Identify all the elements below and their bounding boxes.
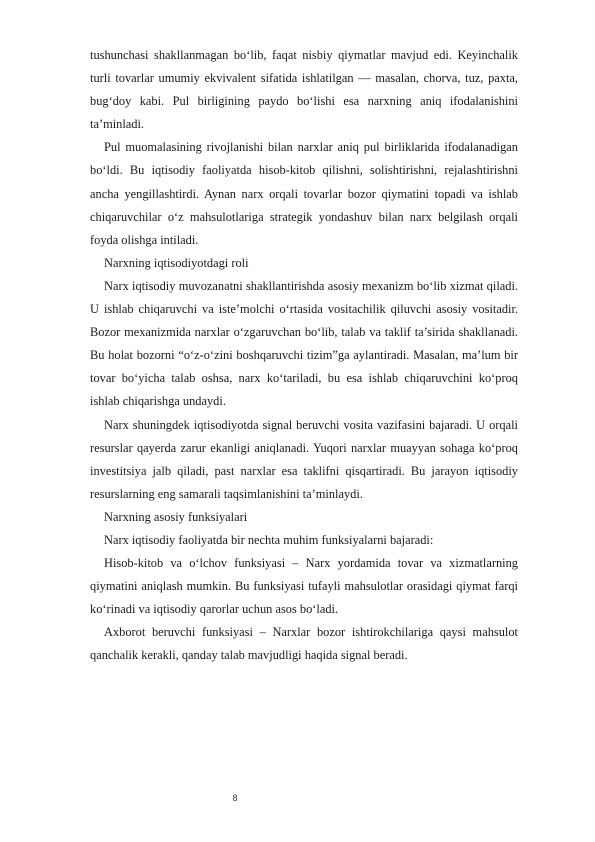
section-heading: Narxning iqtisodiyotdagi roli [104, 255, 249, 270]
paragraph: Pul muomalasining rivojlanishi bilan narxlar aniq pul birliklarida ifodalanadigan bo‘ldi. Bu iqtisodiy faoliyatda hisob-kitob qilishni, solishtirishni, rejalashtirishni ancha yengillashtirdi. Aynan narx orqali tovarlar bozor qiymatini topadi va ishlab chiqaruvchilar o‘z mahsulotlariga strategik yondashuv bilan narx belgilash orqali foyda olishga intiladi. [90, 140, 518, 247]
paragraph: Narx shuningdek iqtisodiyotda signal beruvchi vosita vazifasini bajaradi. U orqali resurslar qayerda zarur ekanligi aniqlanadi. Yuqori narxlar muayyan sohaga ko‘proq investitsiya jalb qiladi, past narxlar esa taklifni qisqartiradi. Bu jarayon iqtisodiy resurslarning eng samarali taqsimlanishini ta’minlaydi. [90, 417, 518, 501]
paragraph: Narx iqtisodiy faoliyatda bir nechta muhim funksiyalarni bajaradi: [104, 532, 434, 547]
paragraph: tushunchasi shakllanmagan bo‘lib, faqat nisbiy qiymatlar mavjud edi. Keyinchalik turli tovarlar umumiy ekvivalent sifatida ishlatilgan — masalan, chorva, tuz, paxta, bug‘doy kabi. Pul birligining paydo bo‘lishi esa narxning aniq ifodalanishini ta’minladi. [90, 48, 518, 132]
document-body [90, 44, 518, 668]
page-number: 8 [232, 793, 238, 803]
section-heading: Narxning asosiy funksiyalari [104, 509, 248, 524]
paragraph: Hisob-kitob va o‘lchov funksiyasi – Narx yordamida tovar va xizmatlarning qiymatini aniqlash mumkin. Bu funksiyasi tufayli mahsulotlar orasidagi qiymat farqi ko‘rinadi va iqtisodiy qarorlar uchun asos bo‘ladi. [90, 556, 518, 617]
paragraph: Narx iqtisodiy muvozanatni shakllantirishda asosiy mexanizm bo‘lib xizmat qiladi. U ishlab chiqaruvchi va iste’molchi o‘rtasida vositachilik qiluvchi asosiy vositadir. Bozor mexanizmida narxlar o‘zgaruvchan bo‘lib, talab va taklif ta’sirida shakllanadi. Bu holat bozorni “o‘z-o‘zini boshqaruvchi tizim”ga aylantiradi. Masalan, ma’lum bir tovar bo‘yicha talab oshsa, narx ko‘tariladi, bu esa ishlab chiqaruvchini ko‘proq ishlab chiqarishga undaydi. [90, 278, 518, 409]
paragraph: Axborot beruvchi funksiyasi – Narxlar bozor ishtirokchilariga qaysi mahsulot qanchalik kerakli, qanday talab mavjudligi haqida signal beradi. [90, 625, 518, 663]
